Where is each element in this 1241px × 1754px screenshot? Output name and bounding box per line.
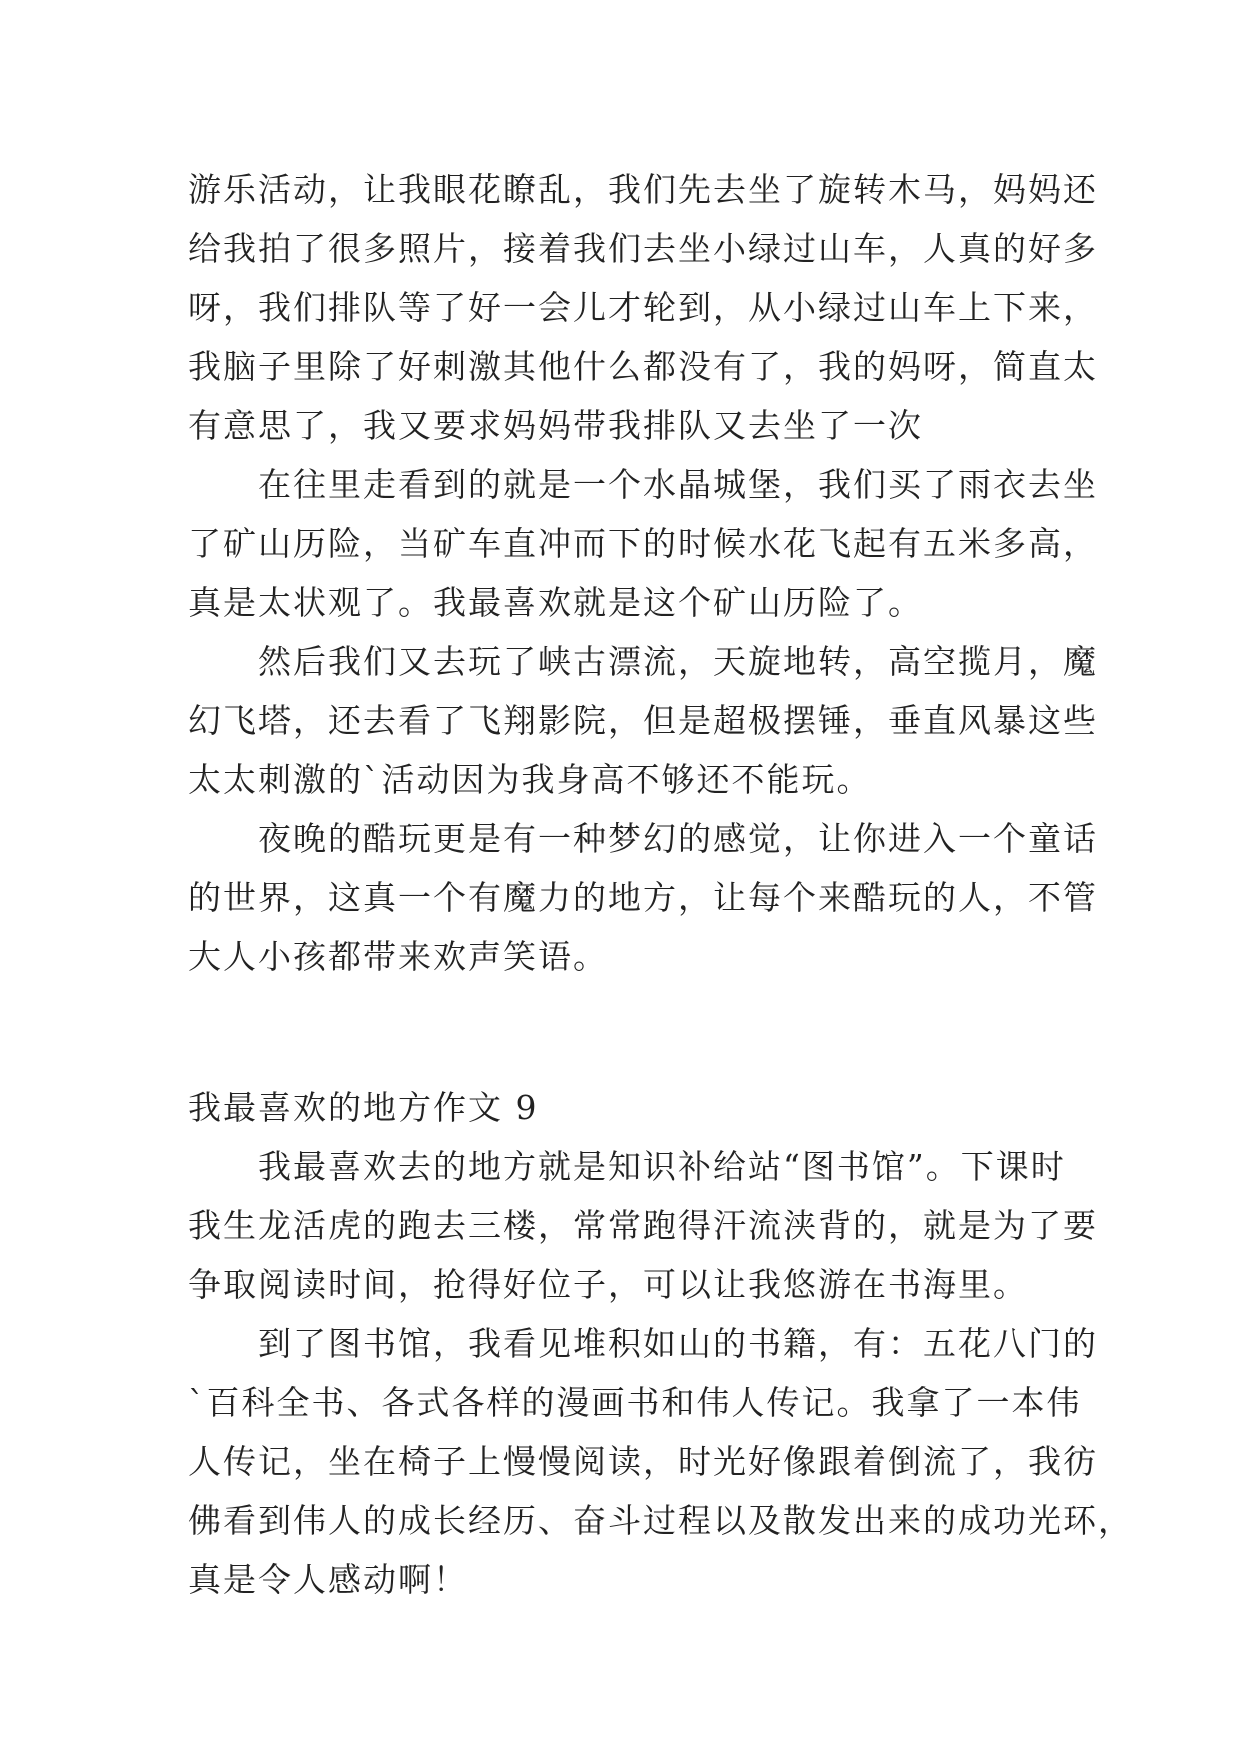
text-line: 真是令人感动啊！: [188, 1560, 468, 1599]
paragraph: [188, 1137, 1098, 1314]
paragraph: [188, 809, 1098, 986]
text-line: 争取阅读时间，抢得好位子，可以让我悠游在书海里。: [188, 1265, 1028, 1304]
text-line: 给我拍了很多照片，接着我们去坐小绿过山车，人真的好多: [188, 229, 1098, 268]
text-line: 的世界，这真一个有魔力的地方，让每个来酷玩的人，不管: [188, 878, 1098, 917]
text-line: 我脑子里除了好刺激其他什么都没有了，我的妈呀，简直太: [188, 347, 1098, 386]
section-spacer: [188, 986, 1068, 1078]
text-line: 在往里走看到的就是一个水晶城堡，我们买了雨衣去坐: [258, 465, 1098, 504]
text-line: 人传记，坐在椅子上慢慢阅读，时光好像跟着倒流了，我彷: [188, 1442, 1098, 1481]
paragraph: [188, 160, 1098, 455]
text-line: 了矿山历险，当矿车直冲而下的时候水花飞起有五米多高，: [188, 524, 1098, 563]
text-line: 夜晚的酷玩更是有一种梦幻的感觉，让你进入一个童话: [258, 819, 1098, 858]
text-line: 真是太状观了。我最喜欢就是这个矿山历险了。: [188, 583, 923, 622]
text-line: 到了图书馆，我看见堆积如山的书籍，有：五花八门的: [258, 1324, 1098, 1363]
text-line: 大人小孩都带来欢声笑语。: [188, 937, 608, 976]
paragraph: [188, 455, 1098, 632]
text-line: 佛看到伟人的成长经历、奋斗过程以及散发出来的成功光环，: [188, 1501, 1133, 1540]
paragraph: [188, 632, 1098, 809]
text-line: 幻飞塔，还去看了飞翔影院，但是超极摆锤，垂直风暴这些: [188, 701, 1098, 740]
paragraph: [188, 1314, 1133, 1609]
text-line: 我最喜欢去的地方就是知识补给站“图书馆”。下课时: [258, 1147, 1066, 1186]
text-line: 游乐活动，让我眼花瞭乱，我们先去坐了旋转木马，妈妈还: [188, 170, 1098, 209]
document-body: [188, 160, 1133, 1609]
text-line: 太太刺激的`活动因为我身高不够还不能玩。: [188, 760, 872, 799]
text-line: 然后我们又去玩了峡古漂流，天旋地转，高空揽月，魔: [258, 642, 1098, 681]
text-line: 我生龙活虎的跑去三楼，常常跑得汗流浃背的，就是为了要: [188, 1206, 1098, 1245]
text-line: 呀，我们排队等了好一会儿才轮到，从小绿过山车上下来，: [188, 288, 1098, 327]
text-line: 有意思了，我又要求妈妈带我排队又去坐了一次: [188, 406, 923, 445]
text-line: `百科全书、各式各样的漫画书和伟人传记。我拿了一本伟: [188, 1383, 1082, 1422]
section-title: 我最喜欢的地方作文 9: [188, 1088, 539, 1127]
